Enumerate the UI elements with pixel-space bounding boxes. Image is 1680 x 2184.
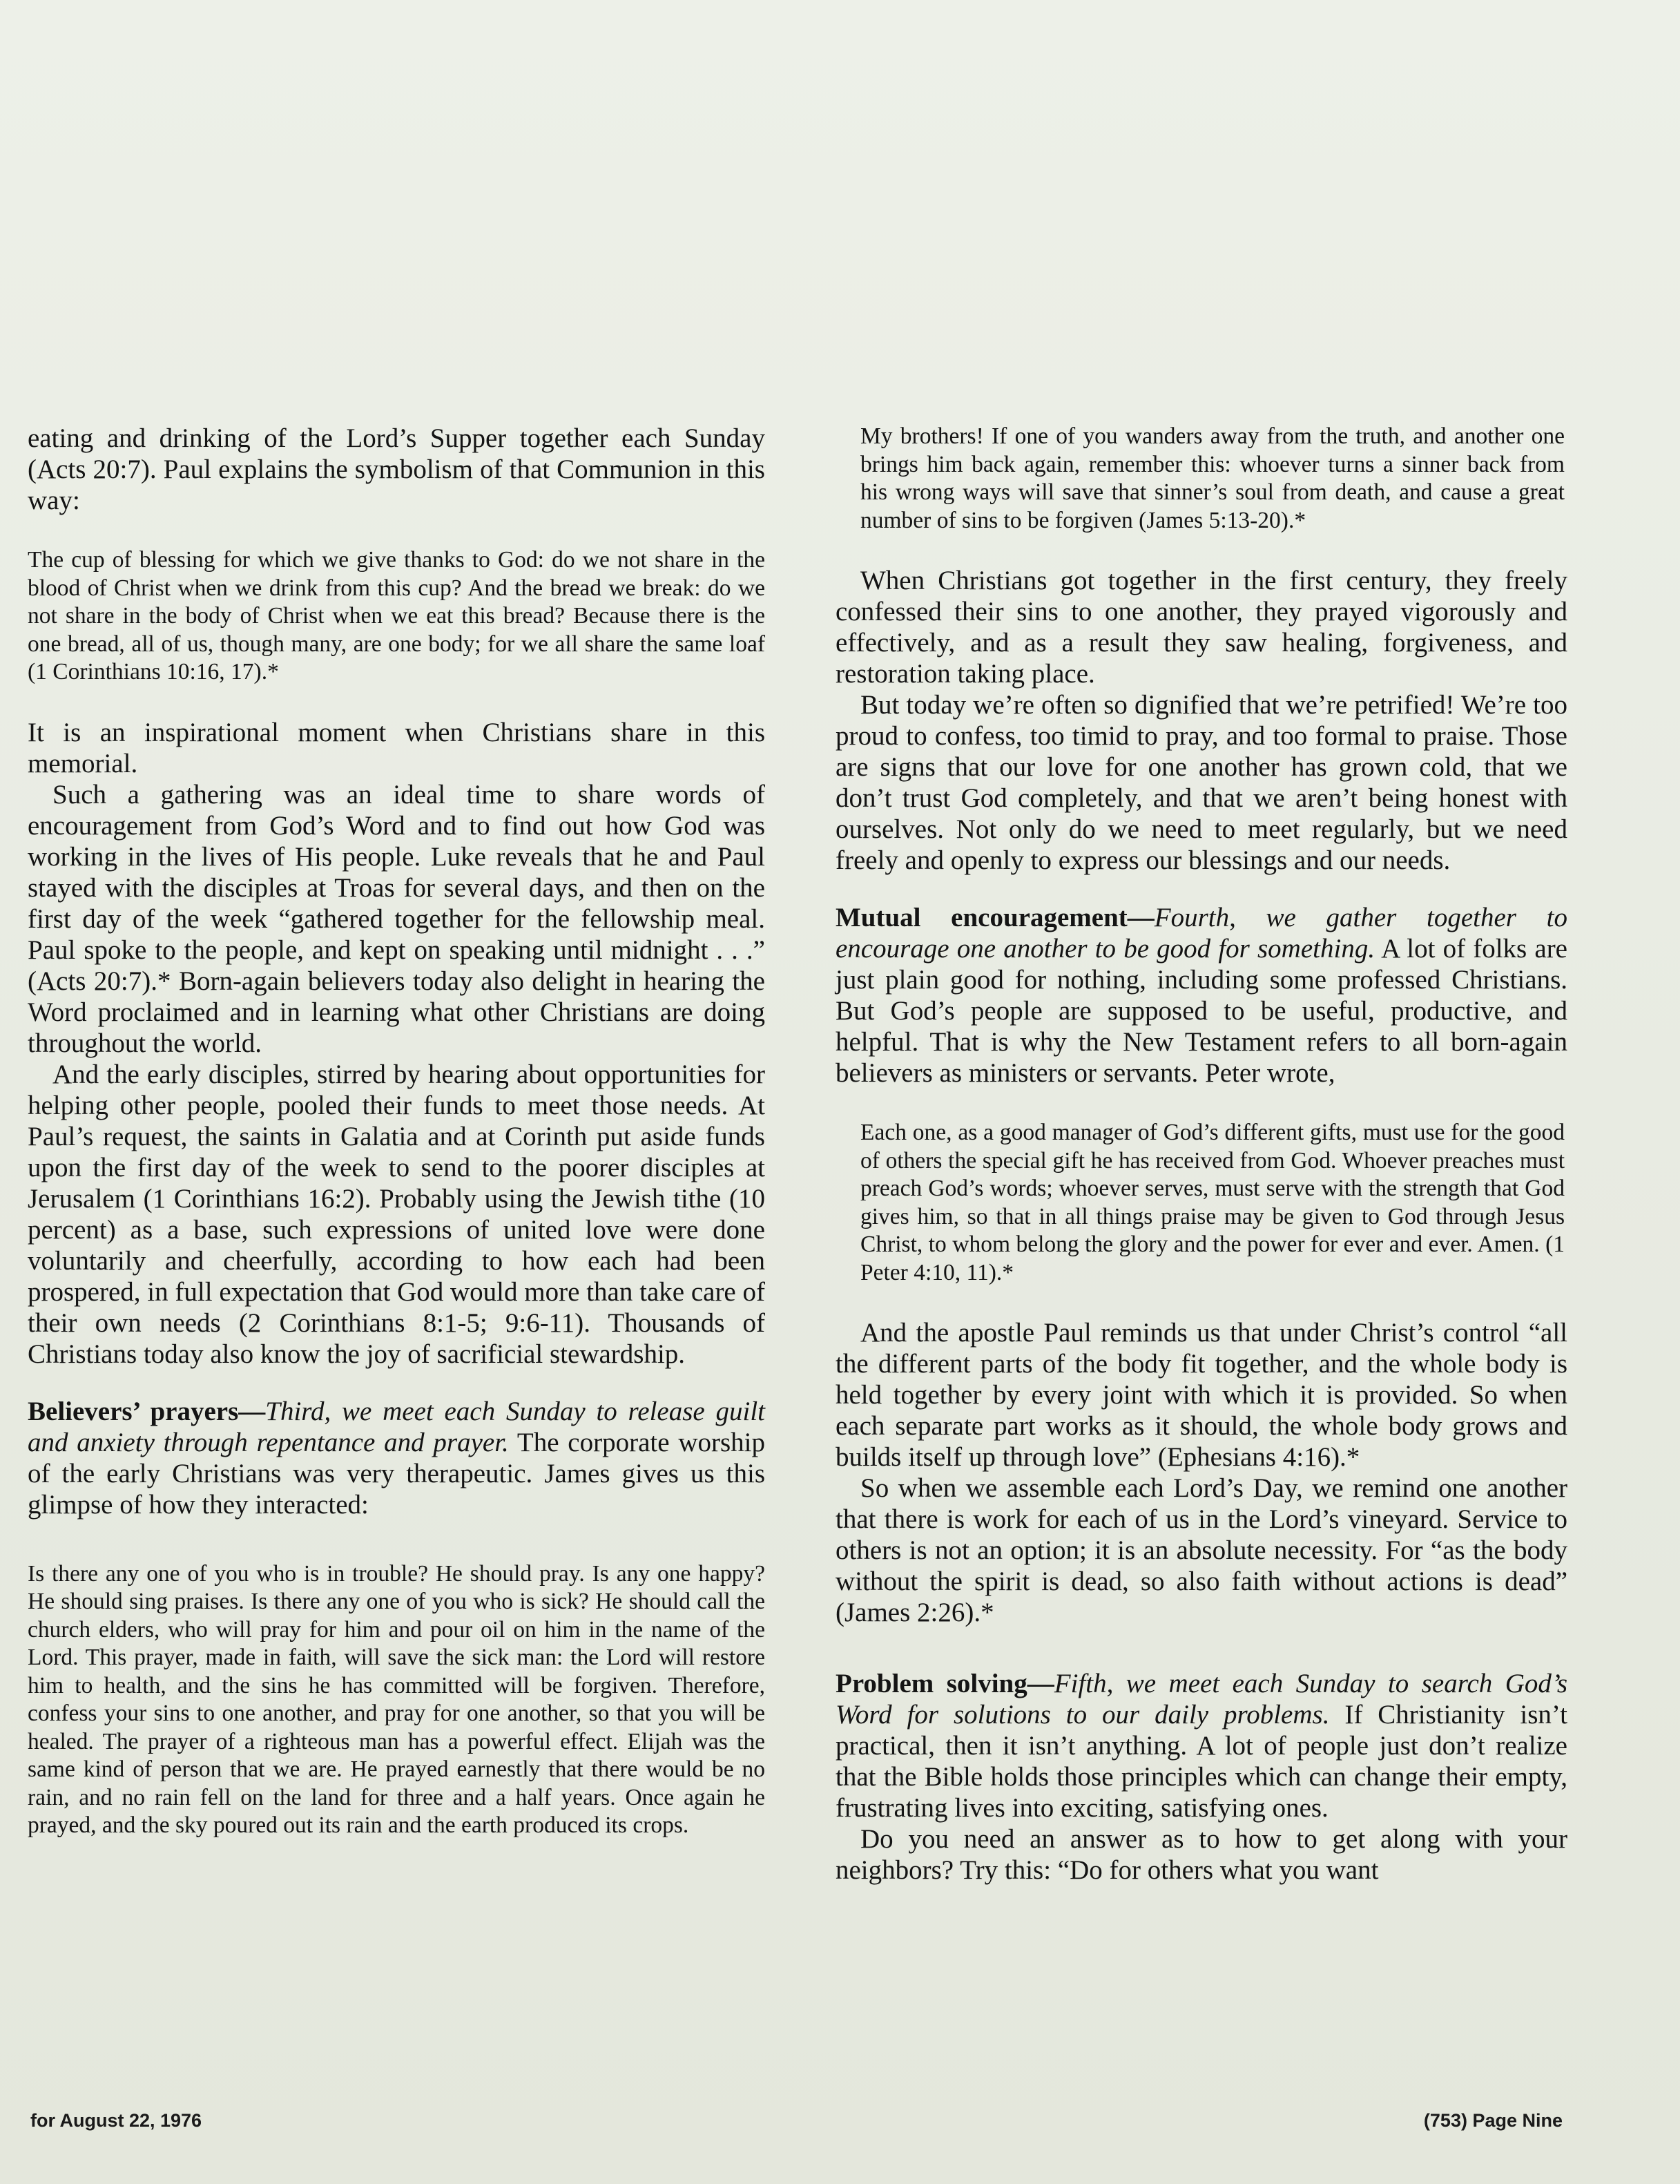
body-paragraph: Such a gathering was an ideal time to share words of encouragement from God’s Word and to find out how God was working in the lives of His people. Luke reveals that he and Paul stayed with the disciples at Troas for several days, and then on the first day of the week “gathered together for the fellowship meal. Paul spoke to the people, and kept on speaking until midnight . . .” (Acts 20:7).* Born-again believers today also delight in hearing the Word proclaimed and in learning what other Christians are doing throughout the world. <box>28 779 765 1058</box>
body-paragraph: And the early disciples, stirred by hearing about opportunities for helping other people, pooled their funds to meet those needs. At Paul’s request, the saints in Galatia and at Corinth put aside funds upon the first day of the week to send to the poorer disciples at Jerusalem (1 Corinthians 16:2). Probably using the Jewish tithe (10 percent) as a base, such expressions of united love were done voluntarily and cheerfully, according to how each had been prospered, in full expectation that God would more than take care of their own needs (2 Corinthians 8:1-5; 9:6-11). Thousands of Christians today also know the joy of sacrificial stewardship. <box>28 1059 765 1369</box>
scripture-quote: Is there any one of you who is in trouble? He should pray. Is any one happy? He should sing praises. Is there any one of you who is sick? He should call the church elders, who will pray for him and pour oil on him in the name of the Lord. This prayer, made in faith, will save the sick man: the Lord will restore him to health, and the sins he has committed will be forgiven. Therefore, confess your sins to one another, and pray for one another, so that you will be healed. The prayer of a righteous man has a powerful effect. Elijah was the same kind of person that we are. He prayed earnestly that there would be no rain, and no rain fell on the land for three and a half years. Once again he prayed, and the sky poured out its rain and the earth produced its crops. <box>28 1560 765 1838</box>
right-column <box>836 423 1567 1886</box>
section-text: The corporate worship of the early Christians was very therapeutic. James gives us this glimpse of how they interacted: <box>28 1427 766 1520</box>
scripture-quote: Each one, as a good manager of God’s different gifts, must use for the good of others the special gift he has received from God. Whoever preaches must preach God’s words; whoever serves, must serve with the strength that God gives him, so that in all things praise may be given to God through Jesus Christ, to whom belong the glory and the power for ever and ever. Amen. (1 Peter 4:10, 11).* <box>860 1120 1565 1285</box>
body-paragraph: It is an inspirational moment when Christians share in this memorial. <box>28 717 765 778</box>
body-paragraph: When Christians got together in the first century, they freely confessed their sins to one another, they prayed vigorously and effectively, and as a result they saw healing, forgiveness, and restoration taking place. <box>836 566 1567 689</box>
section-lead: Fifth, we meet each Sunday to search God’s Word for solutions to our daily problems. <box>836 1669 1567 1730</box>
scripture-quote: My brothers! If one of you wanders away from the truth, and another one brings him back again, remember this: whoever turns a sinner back from his wrong ways will save that sinner’s soul from death, and cause a great number of sins to be forgiven (James 5:13-20).* <box>860 423 1565 533</box>
body-paragraph: Do you need an answer as to how to get along with your neighbors? Try this: “Do for others what you want <box>836 1824 1567 1885</box>
section-text: If Christianity isn’t practical, then it isn’t anything. A lot of people just don’t realize that the Bible holds those principles which can change their empty, frustrating lives into exciting, satisfying ones. <box>836 1700 1567 1823</box>
section-paragraph <box>836 902 1567 1089</box>
footer-date: for August 22, 1976 <box>30 2110 202 2131</box>
section-paragraph <box>836 1668 1567 1823</box>
section-text: A lot of folks are just plain good for nothing, including some professed Christians. But God’s people are supposed to be useful, productive, and helpful. That is why the New Testament refers to all born-again believers as ministers or servants. Peter wrote, <box>836 934 1567 1088</box>
footer-page-number: (753) Page Nine <box>1423 2110 1563 2131</box>
section-paragraph <box>28 1396 765 1520</box>
section-lead: Fourth, we gather together to encourage one another to be good for something. <box>836 903 1567 964</box>
body-paragraph: And the apostle Paul reminds us that under Christ’s control “all the different parts of the body fit together, and the whole body is held together by every joint with which it is provided. So when each separate part works as it should, the whole body grows and builds itself up through love” (Ephesians 4:16).* <box>836 1318 1567 1472</box>
body-paragraph: eating and drinking of the Lord’s Supper together each Sunday (Acts 20:7). Paul explains the symbolism of that Communion in this way: <box>28 423 765 515</box>
section-heading-problem-solving: Problem solving— <box>836 1669 1054 1698</box>
body-paragraph: So when we assemble each Lord’s Day, we remind one another that there is work for each of us in the Lord’s vineyard. Service to others is not an option; it is an absolute necessity. For “as the body without the spirit is dead, so also faith without actions is dead” (James 2:26).* <box>836 1473 1567 1627</box>
section-heading-mutual-encouragement: Mutual encouragement— <box>836 903 1155 932</box>
section-heading-believers-prayers: Believers’ prayers— <box>28 1396 266 1426</box>
scripture-quote: The cup of blessing for which we give thanks to God: do we not share in the blood of Christ when we drink from this cup? And the bread we break: do we not share in the body of Christ when we eat this bread? Because there is the one bread, all of us, though many, are one body; for we all share the same loaf (1 Corinthians 10:16, 17).* <box>28 547 765 684</box>
body-paragraph: But today we’re often so dignified that we’re petrified! We’re too proud to confess, too timid to pray, and too formal to praise. Those are signs that our love for one another has grown cold, that we don’t trust God completely, and that we aren’t being honest with ourselves. Not only do we need to meet regularly, but we need freely and openly to express our blessings and our needs. <box>836 690 1567 875</box>
left-column <box>28 423 765 1840</box>
section-lead: Third, we meet each Sunday to release guilt and anxiety through repentance and prayer. <box>28 1396 765 1457</box>
